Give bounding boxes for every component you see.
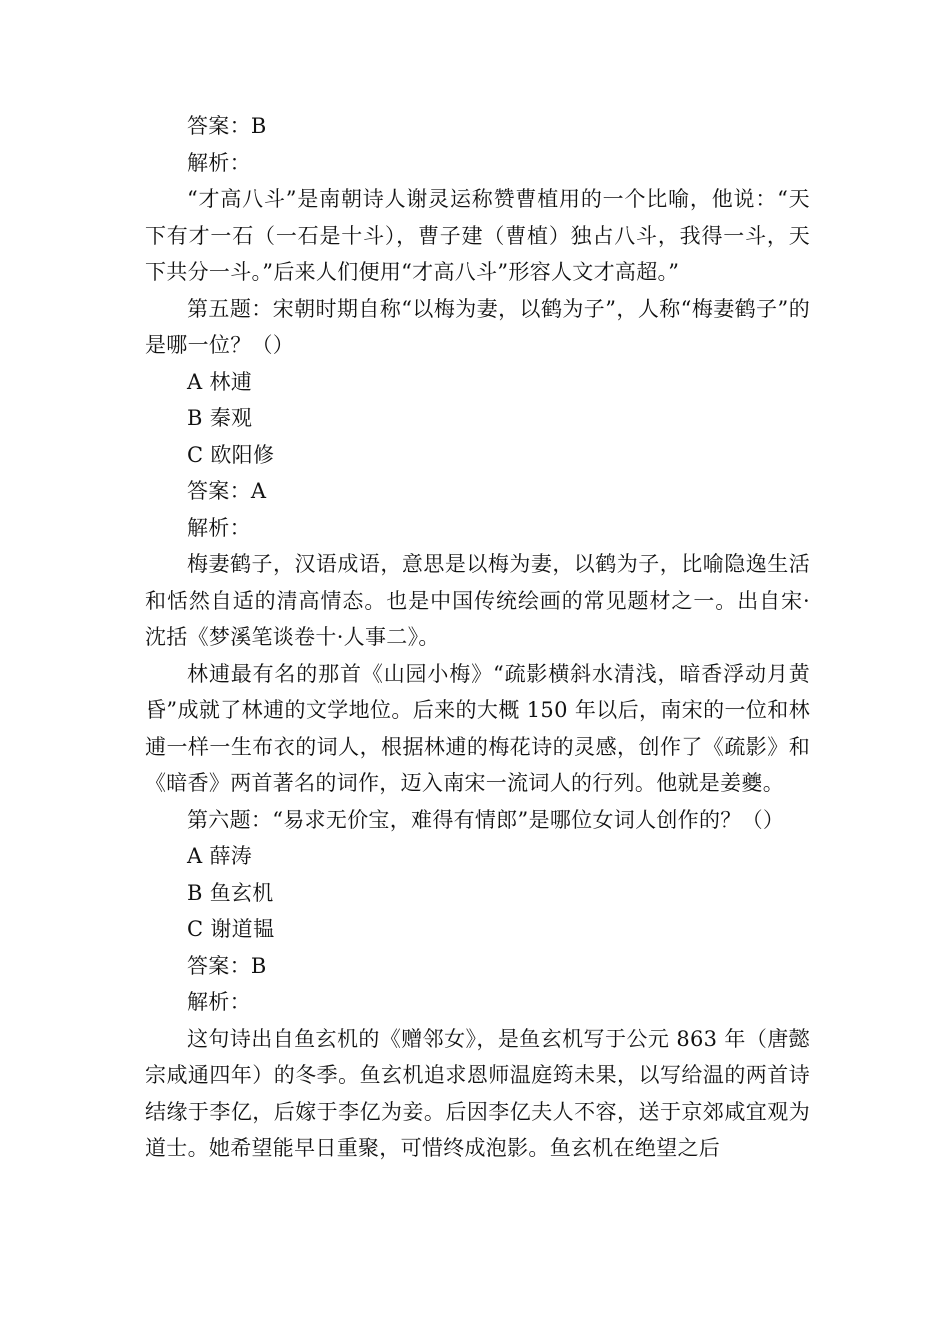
- option-c: C 谢道韫: [187, 917, 275, 941]
- analysis-paragraph: “才高八斗”是南朝诗人谢灵运称赞曹植用的一个比喻，他说：“天下有才一石（一石是十斗），曹子建（曹植）独占八斗，我得一斗，天下共分一斗。”后来人们便用“才高八斗”形容人文才高超。”: [145, 187, 810, 284]
- question-five: 第五题：宋朝时期自称“以梅为妻，以鹤为子”，人称“梅妻鹤子”的是哪一位？（）: [145, 296, 810, 357]
- analysis-paragraph: 这句诗出自鱼玄机的《赠邻女》，是鱼玄机写于公元 863 年（唐懿宗咸通四年）的冬季。鱼玄机追求恩师温庭筠未果，以写给温的两首诗结缘于李亿，后嫁于李亿为妾。后因李亿夫人不容，送于京郊咸宜观为道士。她希望能早日重聚，可惜终成泡影。鱼玄机在绝望之后: [145, 1026, 810, 1160]
- answer-line: 答案：B: [187, 953, 267, 978]
- analysis-label: 解析：: [187, 150, 251, 175]
- document-page: [145, 108, 810, 1167]
- analysis-label: 解析：: [187, 515, 251, 540]
- question-six: 第六题：“易求无价宝，难得有情郎”是哪位女词人创作的？（）: [187, 807, 785, 832]
- option-c: C 欧阳修: [187, 442, 275, 467]
- analysis-paragraph: 林逋最有名的那首《山园小梅》“疏影横斜水清浅，暗香浮动月黄昏”成就了林逋的文学地位。后来的大概 150 年以后，南宋的一位和林逋一样一生布衣的词人，根据林逋的梅花诗的灵感，创作了《疏影》和《暗香》两首著名的词作，迈入南宋一流词人的行列。他就是姜夔。: [145, 661, 810, 795]
- answer-line: 答案：A: [187, 479, 267, 503]
- option-b: B 秦观: [187, 406, 253, 430]
- option-a: A 薛涛: [187, 844, 253, 868]
- option-a: A 林逋: [187, 369, 253, 394]
- analysis-paragraph: 梅妻鹤子，汉语成语，意思是以梅为妻，以鹤为子，比喻隐逸生活和恬然自适的清高情态。也是中国传统绘画的常见题材之一。出自宋·沈括《梦溪笔谈卷十·人事二》。: [145, 552, 810, 649]
- option-b: B 鱼玄机: [187, 880, 274, 905]
- answer-line: 答案：B: [187, 114, 267, 138]
- analysis-label: 解析：: [187, 990, 251, 1014]
